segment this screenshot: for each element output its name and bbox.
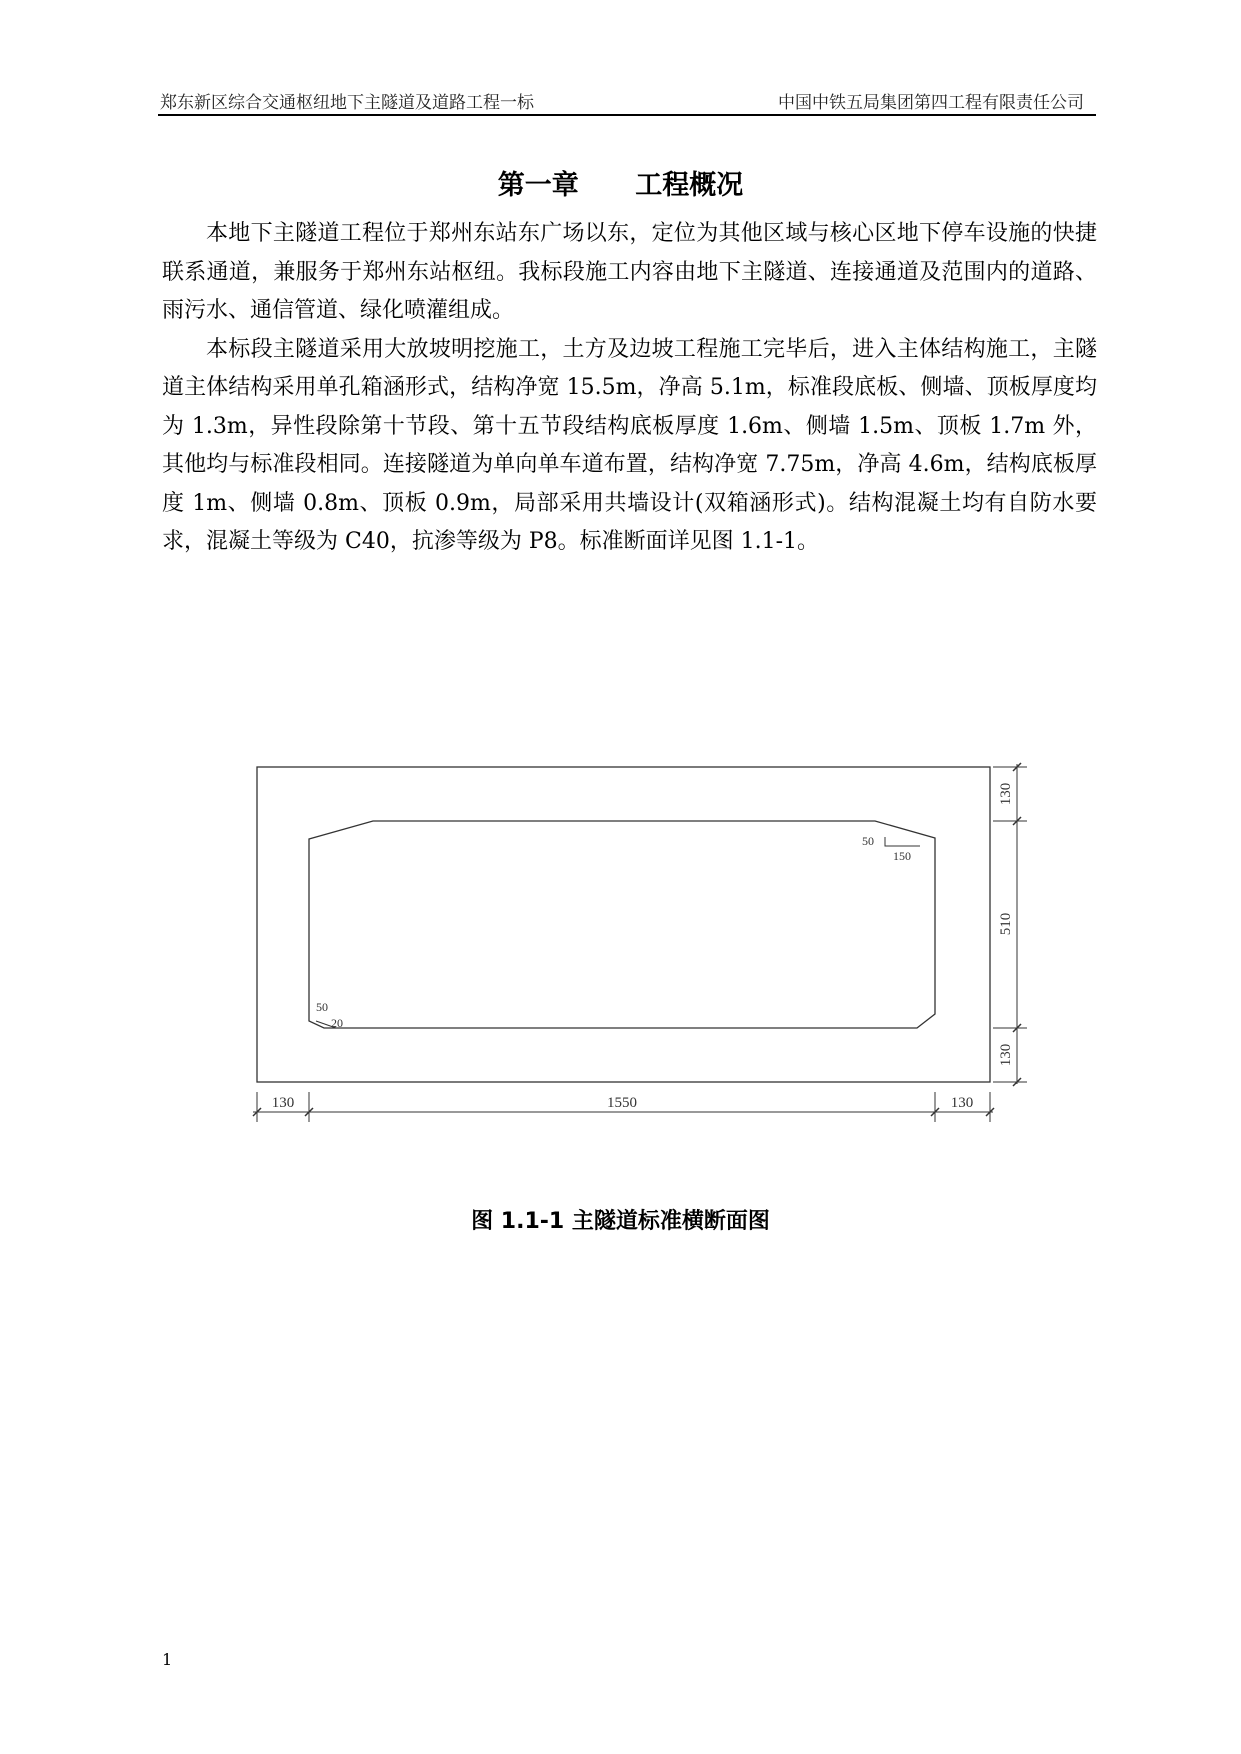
header-company-name: 中国中铁五局集团第四工程有限责任公司 (778, 93, 1084, 113)
vdim-label-height: 510 (998, 912, 1014, 936)
haunch-top-horizontal-label: 150 (893, 849, 911, 863)
page-number: 1 (162, 1650, 173, 1669)
dim-label-left: 130 (271, 1095, 295, 1111)
dim-label-middle: 1550 (607, 1095, 637, 1111)
inner-opening-outline (309, 821, 935, 1028)
header-project-name: 郑东新区综合交通枢纽地下主隧道及道路工程一标 (160, 93, 534, 113)
figure-caption: 图 1.1-1 主隧道标准横断面图 (471, 1209, 770, 1234)
haunch-bottom-vertical-label: 50 (316, 1000, 328, 1014)
outer-structure-outline (257, 767, 990, 1082)
vdim-label-top: 130 (998, 782, 1014, 806)
chapter-title: 第一章 工程概况 (497, 170, 744, 201)
paragraph-project-location: 本地下主隧道工程位于郑州东站东广场以东，定位为其他区域与核心区地下停车设施的快捷联系通道，兼服务于郑州东站枢纽。我标段施工内容由地下主隧道、连接通道及范围内的道路、雨污水、通信管道、绿化喷灌组成。 (162, 221, 1097, 323)
vdim-label-bottom: 130 (998, 1043, 1014, 1067)
haunch-marker-top (885, 837, 920, 846)
dim-label-right: 130 (950, 1095, 974, 1111)
paragraph-structure-description: 本标段主隧道采用大放坡明挖施工，土方及边坡工程施工完毕后，进入主体结构施工，主隧道主体结构采用单孔箱涵形式，结构净宽 15.5m，净高 5.1m，标准段底板、侧墙、顶板厚度均为 1.3m，异性段除第十节段、第十五节段结构底板厚度 1.6m、侧墙 1.5m、顶板 1.7m 外，其他均与标准段相同。连接隧道为单向单车道布置，结构净宽 7.75m，净高 4.6m，结构底板厚度 1m、侧墙 0.8m、顶板 0.9m，局部采用共墙设计(双箱涵形式)。结构混凝土均有自防水要求，混凝土等级为 C40，抗渗等级为 P8。标准断面详见图 1.1-1。 (162, 336, 1097, 554)
haunch-bottom-horizontal-label: 20 (331, 1016, 343, 1030)
haunch-top-vertical-label: 50 (862, 834, 874, 848)
